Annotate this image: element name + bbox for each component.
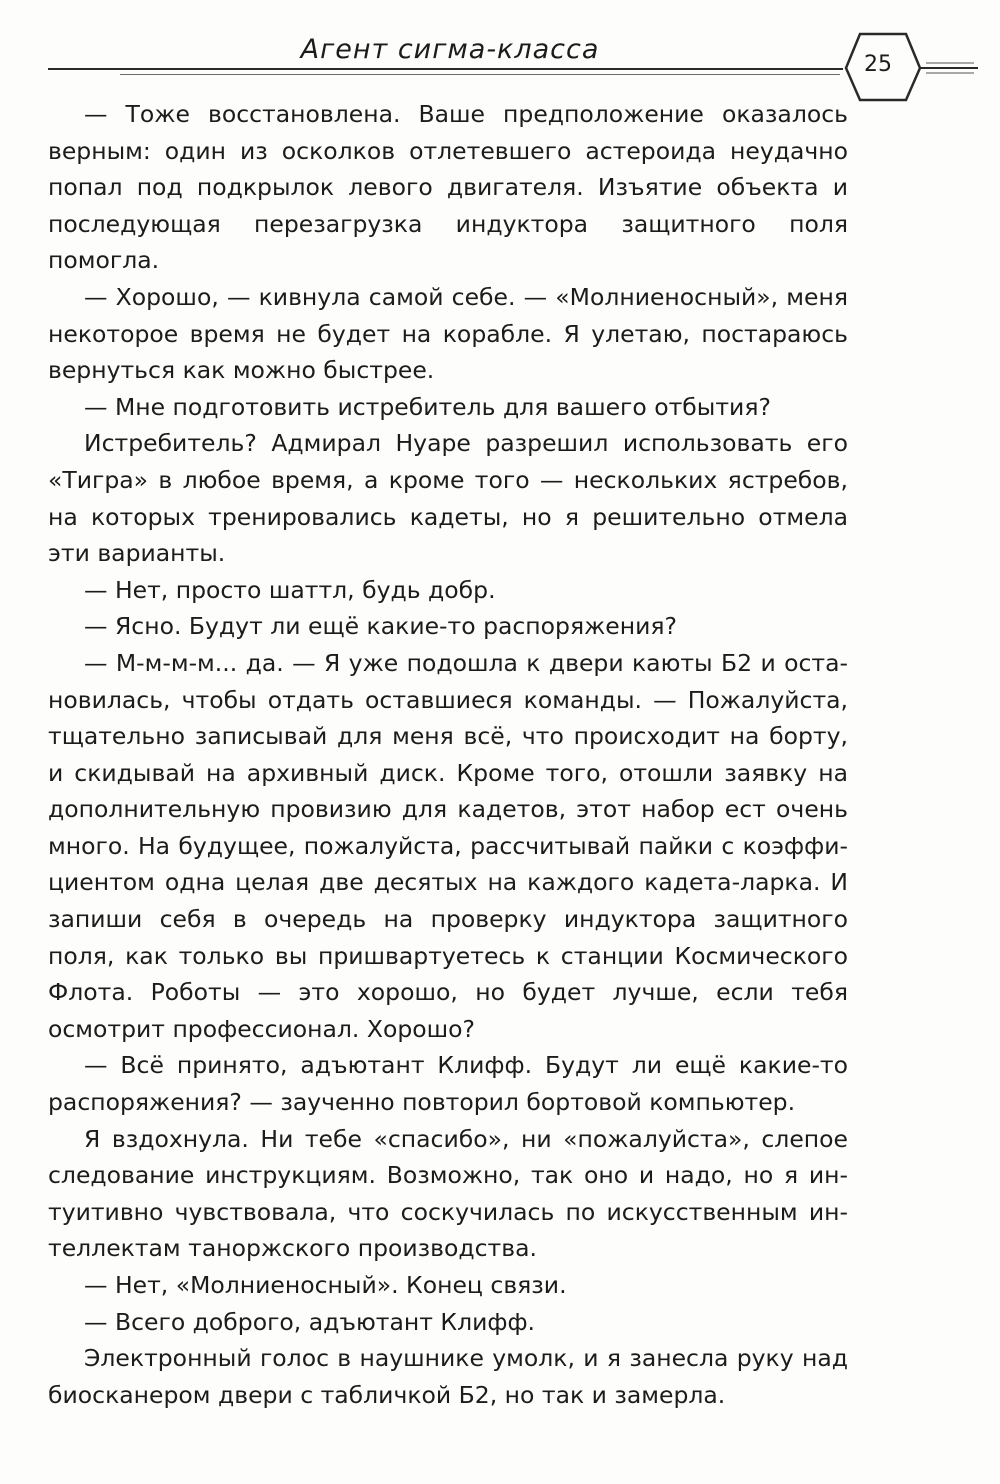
page-header xyxy=(0,0,1000,110)
paragraph: — Нет, просто шаттл, будь добр. xyxy=(84,575,496,604)
paragraph: — Нет, «Молниеносный». Конец связи. xyxy=(84,1271,567,1299)
paragraph: Электронный голос в наушнике умолк, и я занесла руку над биосканером двери с табличкой Б2, но так и замерла. xyxy=(48,1344,848,1409)
header-rule xyxy=(48,68,843,70)
paragraph: Истребитель? Адмирал Нуаре разрешил использовать его «Тигра» в любое время, а кроме того — нескольких ястребов, на которых тренировались кадеты, но я решительно отмела эти варианты. xyxy=(48,429,848,568)
running-title: Агент сигма-класса xyxy=(300,34,600,65)
header-rule-thin xyxy=(120,74,840,75)
paragraph: — Хорошо, — кивнула самой себе. — «Молниеносный», меня некоторое время не будет на корабле. Я улетаю, постараюсь вернуться как можно быстрее. xyxy=(48,282,848,385)
page-number: 25 xyxy=(864,52,892,77)
paragraph: — Мне подготовить истребитель для вашего отбытия? xyxy=(84,392,771,421)
body-text xyxy=(48,96,848,1413)
paragraph: — М-м-м-м... да. — Я уже подошла к двери каюты Б2 и остановилась, чтобы отдать оставшиеся команды. — Пожалуйста, тщательно записывай для меня всё, что происходит на борту, и скидывай на архивный диск. Кроме того, отошли заявку на дополнительную провизию для кадетов, этот набор ест очень много. На будущее, пожалуйста, рассчитывай пайки с коэффициентом одна целая две десятых на каждого кадета-ларка. И запиши себя в очередь на проверку индуктора защитного поля, как только вы пришвартуетесь к станции Космического Флота. Роботы — это хорошо, но будет лучше, если тебя осмотрит профессионал. Хорошо? xyxy=(48,648,848,1043)
paragraph: Я вздохнула. Ни тебе «спасибо», ни «пожалуйста», слепое следование инструкциям. Возможно, так оно и надо, но я интуитивно чувствовала, что соскучилась по искусственным интеллектам таноржского производства. xyxy=(48,1124,848,1263)
paragraph: — Ясно. Будут ли ещё какие-то распоряжения? xyxy=(84,612,677,641)
paragraph: — Тоже восстановлена. Ваше предположение оказалось верным: один из осколков отлетевшего астероида неудачно попал под подкрылок левого двигателя. Изъятие объекта и последующая перезагрузка индуктора защитного поля помогла. xyxy=(48,100,848,275)
paragraph: — Всего доброго, адъютант Клифф. xyxy=(84,1307,536,1336)
paragraph: — Всё принято, адъютант Клифф. Будут ли ещё какие-то распоряжения? — заученно повторил бортовой компьютер. xyxy=(48,1051,848,1117)
